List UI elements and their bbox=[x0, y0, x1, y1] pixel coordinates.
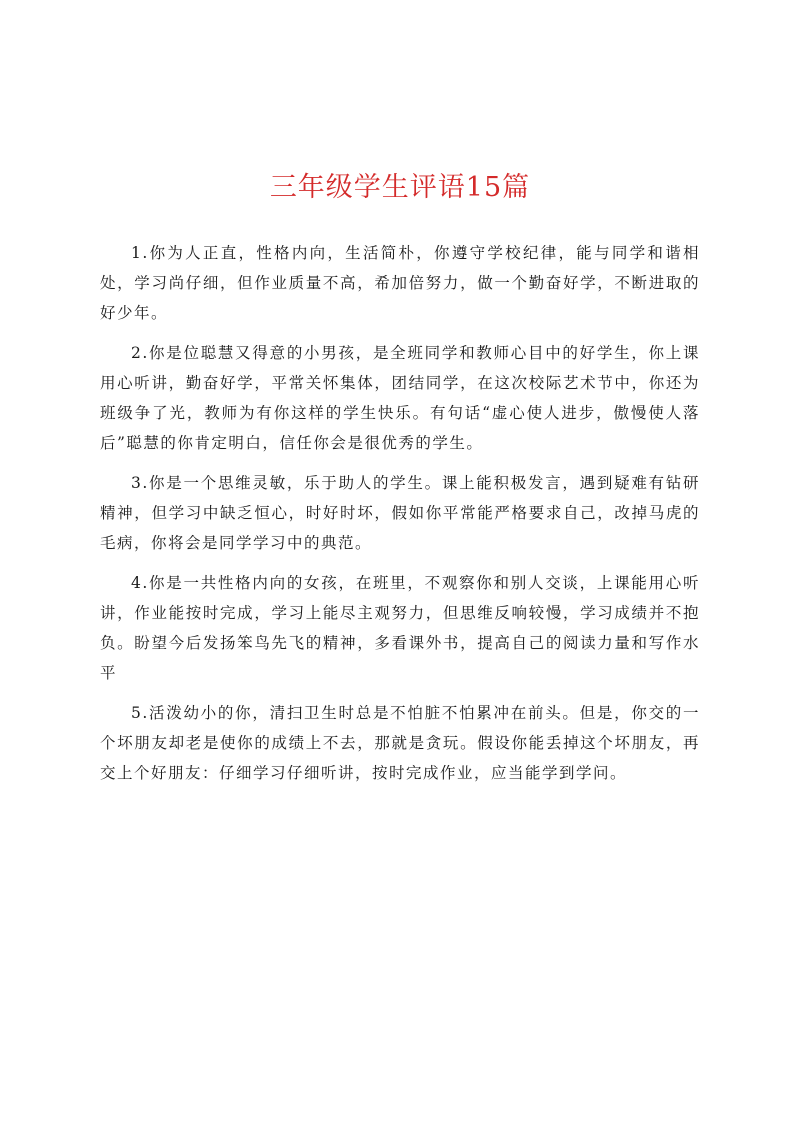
comment-paragraph-2: 2.你是位聪慧又得意的小男孩，是全班同学和教师心目中的好学生，你上课用心听讲，勤奋好学，平常关怀集体，团结同学，在这次校际艺术节中，你还为班级争了光，教师为有你这样的学生快乐。有句话“虚心使人进步，傲慢使人落后”聪慧的你肯定明白，信任你会是很优秀的学生。 bbox=[100, 344, 700, 452]
document-body bbox=[100, 238, 700, 788]
comment-paragraph-5: 5.活泼幼小的你，清扫卫生时总是不怕脏不怕累冲在前头。但是，你交的一个坏朋友却老是使你的成绩上不去，那就是贪玩。假设你能丢掉这个坏朋友，再交上个好朋友：仔细学习仔细听讲，按时完成作业，应当能学到学问。 bbox=[100, 704, 700, 782]
comment-paragraph-1: 1.你为人正直，性格内向，生活简朴，你遵守学校纪律，能与同学和谐相处，学习尚仔细，但作业质量不高，希加倍努力，做一个勤奋好学，不断进取的好少年。 bbox=[100, 244, 700, 322]
comment-paragraph-3: 3.你是一个思维灵敏，乐于助人的学生。课上能积极发言，遇到疑难有钻研精神，但学习中缺乏恒心，时好时坏，假如你平常能严格要求自己，改掉马虎的毛病，你将会是同学学习中的典范。 bbox=[100, 474, 700, 552]
comment-paragraph-4: 4.你是一共性格内向的女孩，在班里，不观察你和别人交谈，上课能用心听讲，作业能按时完成，学习上能尽主观努力，但思维反响较慢，学习成绩并不抱负。盼望今后发扬笨鸟先飞的精神，多看课外书，提高自己的阅读力量和写作水平 bbox=[100, 574, 700, 682]
document-title: 三年级学生评语15篇 bbox=[269, 172, 531, 203]
